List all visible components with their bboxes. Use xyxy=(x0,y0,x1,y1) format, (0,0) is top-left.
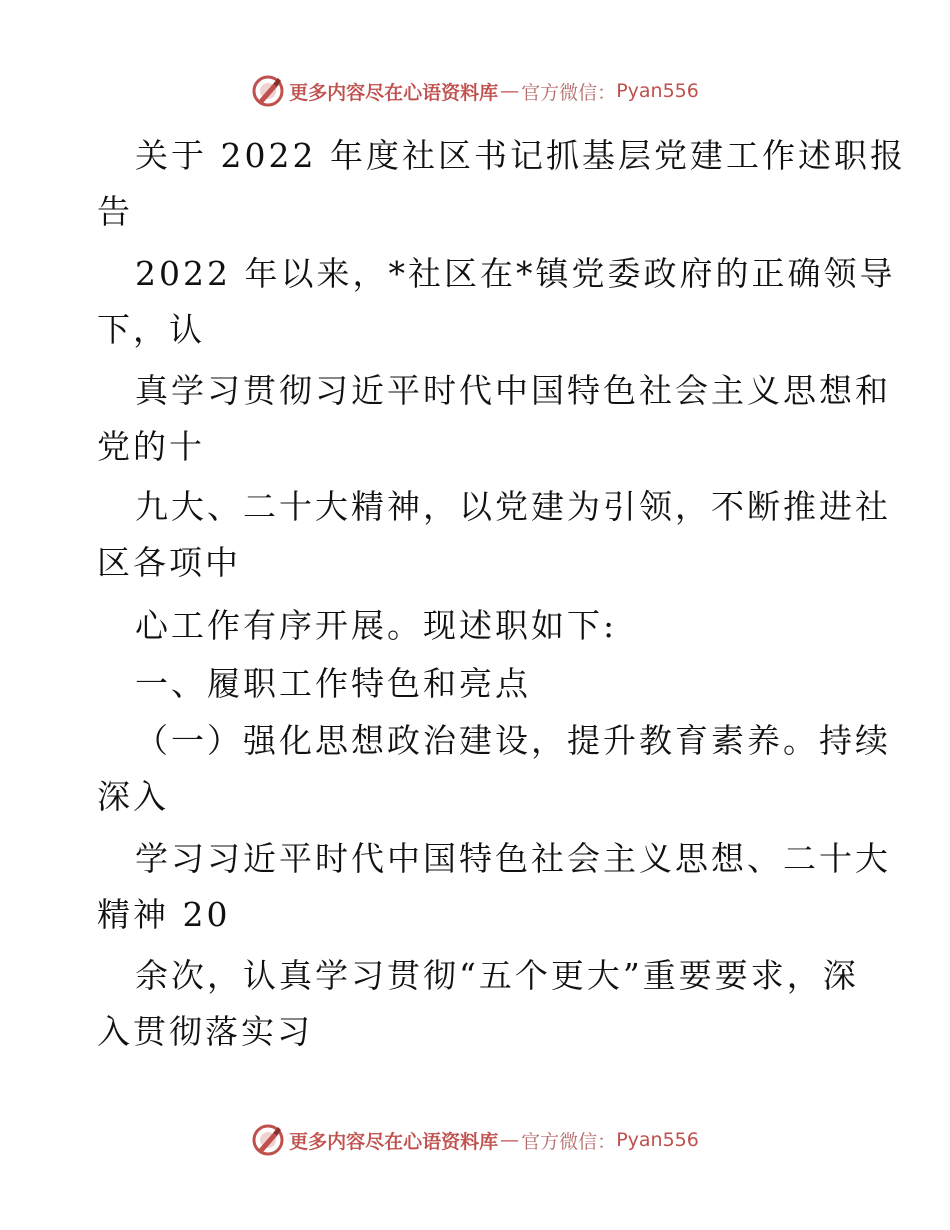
doc-line: 真学习贯彻习近平时代中国特色社会主义思想和 xyxy=(135,371,891,410)
doc-line: 党的十 xyxy=(97,427,205,466)
doc-line: 一、履职工作特色和亮点 xyxy=(135,664,531,703)
doc-line: 深入 xyxy=(97,777,169,816)
doc-line: 告 xyxy=(97,192,133,231)
watermark-brand: 更多内容尽在心语资料库 xyxy=(289,81,499,104)
watermark-label: 官方微信： xyxy=(521,1130,617,1153)
doc-line: 区各项中 xyxy=(97,543,241,582)
doc-line: 学习习近平时代中国特色社会主义思想、二十大 xyxy=(135,839,891,878)
watermark-dash: — xyxy=(500,80,520,102)
header-watermark xyxy=(0,71,950,111)
doc-line: 下，认 xyxy=(97,310,205,349)
watermark-label: 官方微信： xyxy=(521,81,617,104)
doc-line: 精神 20 xyxy=(97,895,231,934)
pen-circle-logo-icon xyxy=(251,74,285,108)
watermark-dash: — xyxy=(500,1129,520,1151)
watermark-wechat-id: Pyan556 xyxy=(616,80,699,102)
doc-line: 2022 年以来，*社区在*镇党委政府的正确领导 xyxy=(135,254,896,293)
doc-line: 关于 2022 年度社区书记抓基层党建工作述职报 xyxy=(135,136,906,175)
pen-circle-logo-icon xyxy=(251,1123,285,1157)
watermark-wechat-id: Pyan556 xyxy=(616,1129,699,1151)
doc-line: 心工作有序开展。现述职如下: xyxy=(135,606,618,645)
doc-line: 入贯彻落实习 xyxy=(97,1012,313,1051)
footer-watermark xyxy=(0,1120,950,1160)
doc-line: 九大、二十大精神，以党建为引领，不断推进社 xyxy=(135,487,891,526)
watermark-brand: 更多内容尽在心语资料库 xyxy=(289,1130,499,1153)
doc-line: （一）强化思想政治建设，提升教育素养。持续 xyxy=(135,721,891,760)
doc-line: 余次，认真学习贯彻“五个更大”重要要求，深 xyxy=(135,956,859,995)
